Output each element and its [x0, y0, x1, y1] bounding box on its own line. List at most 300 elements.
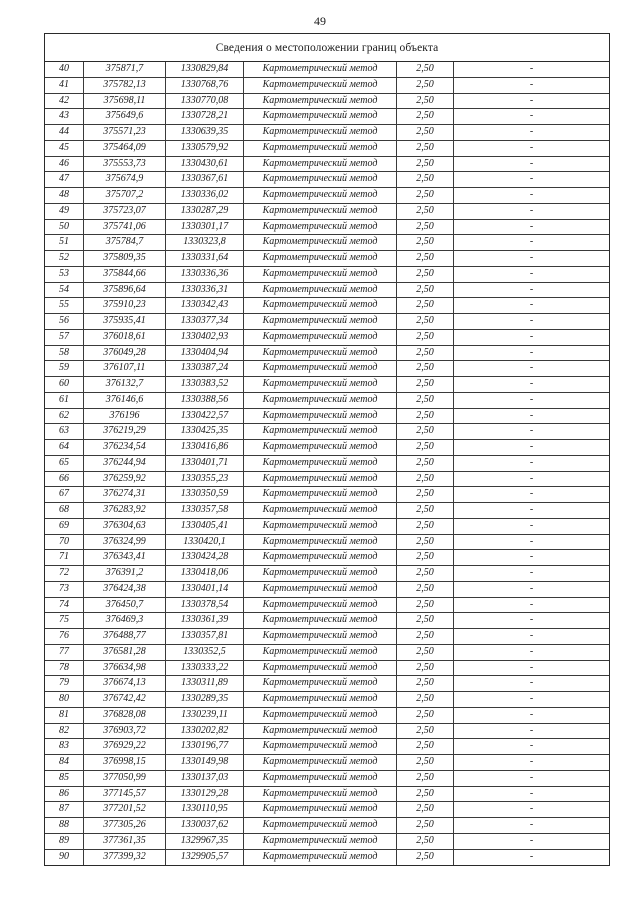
note-cell: -	[529, 472, 534, 484]
accuracy-cell: 2,50	[397, 787, 454, 802]
table-row	[45, 566, 609, 582]
point-number-cell: 86	[45, 787, 84, 802]
point-number-cell: 45	[45, 141, 84, 156]
x-coordinate-cell: 375674,9	[84, 172, 166, 187]
table-row	[45, 393, 609, 409]
table-row	[45, 724, 609, 740]
y-coordinate-cell: 1330196,77	[166, 739, 244, 754]
method-cell: Картометрический метод	[244, 204, 397, 219]
point-number-cell: 82	[45, 724, 84, 739]
method-cell: Картометрический метод	[244, 566, 397, 581]
note-cell: -	[529, 519, 534, 531]
method-cell: Картометрический метод	[244, 598, 397, 613]
note-cell: -	[529, 456, 534, 468]
table-row	[45, 361, 609, 377]
x-coordinate-cell: 376998,15	[84, 755, 166, 770]
note-cell: -	[529, 803, 534, 815]
note-cell: -	[529, 315, 534, 326]
accuracy-cell: 2,50	[397, 235, 454, 250]
table-row	[45, 62, 609, 78]
table-row	[45, 472, 609, 488]
x-coordinate-cell: 375553,73	[84, 157, 166, 172]
x-coordinate-cell: 375784,7	[84, 235, 166, 250]
y-coordinate-cell: 1330388,56	[166, 393, 244, 408]
accuracy-cell: 2,50	[397, 424, 454, 439]
method-cell: Картометрический метод	[244, 393, 397, 408]
accuracy-cell: 2,50	[397, 409, 454, 424]
note-cell: -	[529, 236, 534, 248]
y-coordinate-cell: 1330416,86	[166, 440, 244, 455]
method-cell: Картометрический метод	[244, 251, 397, 266]
x-coordinate-cell: 377305,26	[84, 818, 166, 833]
y-coordinate-cell: 1330342,43	[166, 298, 244, 313]
y-coordinate-cell: 1330037,62	[166, 818, 244, 833]
point-number-cell: 79	[45, 676, 84, 691]
note-cell: -	[529, 378, 534, 389]
note-cell: -	[529, 425, 534, 437]
accuracy-cell: 2,50	[397, 613, 454, 628]
note-cell: -	[529, 567, 534, 578]
y-coordinate-cell: 1329967,35	[166, 834, 244, 849]
point-number-cell: 83	[45, 739, 84, 754]
note-cell: -	[529, 630, 534, 641]
table-row	[45, 787, 609, 803]
x-coordinate-cell: 375698,11	[84, 94, 166, 109]
accuracy-cell: 2,50	[397, 629, 454, 644]
accuracy-cell: 2,50	[397, 503, 454, 518]
x-coordinate-cell: 375910,23	[84, 298, 166, 313]
y-coordinate-cell: 1330728,21	[166, 109, 244, 124]
x-coordinate-cell: 376488,77	[84, 629, 166, 644]
x-coordinate-cell: 376424,38	[84, 582, 166, 597]
y-coordinate-cell: 1330239,11	[166, 708, 244, 723]
point-number-cell: 78	[45, 661, 84, 676]
point-number-cell: 73	[45, 582, 84, 597]
x-coordinate-cell: 376634,98	[84, 661, 166, 676]
note-cell: -	[529, 63, 534, 74]
table-row	[45, 109, 609, 125]
note-cell: -	[529, 204, 534, 216]
note-cell: -	[529, 252, 534, 263]
point-number-cell: 60	[45, 377, 84, 392]
point-number-cell: 62	[45, 409, 84, 424]
method-cell: Картометрический метод	[244, 692, 397, 707]
accuracy-cell: 2,50	[397, 818, 454, 833]
point-number-cell: 68	[45, 503, 84, 518]
accuracy-cell: 2,50	[397, 204, 454, 219]
accuracy-cell: 2,50	[397, 251, 454, 266]
y-coordinate-cell: 1330829,84	[166, 62, 244, 77]
point-number-cell: 66	[45, 472, 84, 487]
method-cell: Картометрический метод	[244, 94, 397, 109]
note-cell: -	[529, 299, 534, 311]
table-row	[45, 346, 609, 362]
y-coordinate-cell: 1330355,23	[166, 472, 244, 487]
accuracy-cell: 2,50	[397, 566, 454, 581]
accuracy-cell: 2,50	[397, 582, 454, 597]
accuracy-cell: 2,50	[397, 802, 454, 817]
table-row	[45, 204, 609, 220]
accuracy-cell: 2,50	[397, 361, 454, 376]
point-number-cell: 56	[45, 314, 84, 329]
table-row	[45, 220, 609, 236]
x-coordinate-cell: 376929,22	[84, 739, 166, 754]
note-cell: -	[529, 409, 534, 421]
accuracy-cell: 2,50	[397, 472, 454, 487]
x-coordinate-cell: 376132,7	[84, 377, 166, 392]
x-coordinate-cell: 377145,57	[84, 787, 166, 802]
x-coordinate-cell: 376018,61	[84, 330, 166, 345]
point-number-cell: 41	[45, 78, 84, 93]
y-coordinate-cell: 1329905,57	[166, 850, 244, 866]
method-cell: Картометрический метод	[244, 314, 397, 329]
method-cell: Картометрический метод	[244, 157, 397, 172]
point-number-cell: 44	[45, 125, 84, 140]
method-cell: Картометрический метод	[244, 235, 397, 250]
note-cell: -	[529, 441, 534, 452]
method-cell: Картометрический метод	[244, 188, 397, 203]
note-cell: -	[529, 267, 534, 279]
note-cell: -	[529, 393, 534, 405]
x-coordinate-cell: 376391,2	[84, 566, 166, 581]
method-cell: Картометрический метод	[244, 850, 397, 866]
point-number-cell: 57	[45, 330, 84, 345]
x-coordinate-cell: 376674,13	[84, 676, 166, 691]
method-cell: Картометрический метод	[244, 613, 397, 628]
table-row	[45, 503, 609, 519]
method-cell: Картометрический метод	[244, 456, 397, 471]
x-coordinate-cell: 376234,54	[84, 440, 166, 455]
accuracy-cell: 2,50	[397, 330, 454, 345]
note-cell: -	[529, 330, 534, 342]
y-coordinate-cell: 1330357,81	[166, 629, 244, 644]
point-number-cell: 58	[45, 346, 84, 361]
note-cell: -	[529, 504, 534, 515]
accuracy-cell: 2,50	[397, 94, 454, 109]
boundary-table	[44, 33, 610, 866]
point-number-cell: 67	[45, 487, 84, 502]
point-number-cell: 47	[45, 172, 84, 187]
y-coordinate-cell: 1330425,35	[166, 424, 244, 439]
table-row	[45, 440, 609, 456]
accuracy-cell: 2,50	[397, 724, 454, 739]
note-cell: -	[529, 582, 534, 594]
method-cell: Картометрический метод	[244, 125, 397, 140]
method-cell: Картометрический метод	[244, 676, 397, 691]
method-cell: Картометрический метод	[244, 472, 397, 487]
y-coordinate-cell: 1330336,31	[166, 283, 244, 298]
method-cell: Картометрический метод	[244, 424, 397, 439]
method-cell: Картометрический метод	[244, 440, 397, 455]
method-cell: Картометрический метод	[244, 172, 397, 187]
accuracy-cell: 2,50	[397, 535, 454, 550]
accuracy-cell: 2,50	[397, 267, 454, 282]
method-cell: Картометрический метод	[244, 661, 397, 676]
point-number-cell: 72	[45, 566, 84, 581]
note-cell: -	[529, 535, 534, 547]
y-coordinate-cell: 1330333,22	[166, 661, 244, 676]
point-number-cell: 74	[45, 598, 84, 613]
y-coordinate-cell: 1330149,98	[166, 755, 244, 770]
point-number-cell: 40	[45, 62, 84, 77]
note-cell: -	[529, 551, 534, 563]
note-cell: -	[529, 488, 534, 500]
note-cell: -	[529, 693, 534, 704]
table-row	[45, 298, 609, 314]
table-row	[45, 692, 609, 708]
point-number-cell: 84	[45, 755, 84, 770]
point-number-cell: 85	[45, 771, 84, 786]
y-coordinate-cell: 1330424,28	[166, 550, 244, 565]
x-coordinate-cell: 376450,7	[84, 598, 166, 613]
table-row	[45, 629, 609, 645]
note-cell: -	[529, 126, 534, 137]
note-cell: -	[529, 157, 534, 169]
table-row	[45, 314, 609, 330]
x-coordinate-cell: 376283,92	[84, 503, 166, 518]
note-cell: -	[529, 834, 534, 846]
method-cell: Картометрический метод	[244, 298, 397, 313]
note-cell: -	[529, 787, 534, 799]
y-coordinate-cell: 1330579,92	[166, 141, 244, 156]
y-coordinate-cell: 1330430,61	[166, 157, 244, 172]
accuracy-cell: 2,50	[397, 141, 454, 156]
method-cell: Картометрический метод	[244, 78, 397, 93]
point-number-cell: 52	[45, 251, 84, 266]
table-row	[45, 834, 609, 850]
method-cell: Картометрический метод	[244, 787, 397, 802]
table-row	[45, 519, 609, 535]
table-row	[45, 235, 609, 251]
note-cell: -	[529, 708, 534, 720]
note-cell: -	[529, 645, 534, 657]
table-row	[45, 188, 609, 204]
y-coordinate-cell: 1330768,76	[166, 78, 244, 93]
point-number-cell: 81	[45, 708, 84, 723]
note-cell: -	[529, 346, 534, 358]
method-cell: Картометрический метод	[244, 220, 397, 235]
point-number-cell: 55	[45, 298, 84, 313]
y-coordinate-cell: 1330420,1	[166, 535, 244, 550]
accuracy-cell: 2,50	[397, 62, 454, 77]
method-cell: Картометрический метод	[244, 629, 397, 644]
method-cell: Картометрический метод	[244, 409, 397, 424]
method-cell: Картометрический метод	[244, 361, 397, 376]
x-coordinate-cell: 375464,09	[84, 141, 166, 156]
table-row	[45, 661, 609, 677]
x-coordinate-cell: 375809,35	[84, 251, 166, 266]
y-coordinate-cell: 1330383,52	[166, 377, 244, 392]
x-coordinate-cell: 376196	[84, 409, 166, 424]
table-row	[45, 251, 609, 267]
method-cell: Картометрический метод	[244, 724, 397, 739]
y-coordinate-cell: 1330350,59	[166, 487, 244, 502]
table-row	[45, 535, 609, 551]
method-cell: Картометрический метод	[244, 708, 397, 723]
table-row	[45, 850, 609, 866]
y-coordinate-cell: 1330401,14	[166, 582, 244, 597]
point-number-cell: 90	[45, 850, 84, 866]
x-coordinate-cell: 377201,52	[84, 802, 166, 817]
note-cell: -	[529, 220, 534, 232]
method-cell: Картометрический метод	[244, 834, 397, 849]
table-row	[45, 613, 609, 629]
accuracy-cell: 2,50	[397, 519, 454, 534]
table-row	[45, 78, 609, 94]
accuracy-cell: 2,50	[397, 157, 454, 172]
y-coordinate-cell: 1330311,89	[166, 676, 244, 691]
y-coordinate-cell: 1330129,28	[166, 787, 244, 802]
table-row	[45, 125, 609, 141]
accuracy-cell: 2,50	[397, 109, 454, 124]
note-cell: -	[529, 724, 534, 736]
table-row	[45, 645, 609, 661]
note-cell: -	[529, 771, 534, 783]
accuracy-cell: 2,50	[397, 377, 454, 392]
note-cell: -	[529, 740, 534, 752]
method-cell: Картометрический метод	[244, 535, 397, 550]
x-coordinate-cell: 376259,92	[84, 472, 166, 487]
note-cell: -	[529, 598, 534, 610]
point-number-cell: 43	[45, 109, 84, 124]
point-number-cell: 77	[45, 645, 84, 660]
table-row	[45, 582, 609, 598]
note-cell: -	[529, 283, 534, 295]
method-cell: Картометрический метод	[244, 377, 397, 392]
x-coordinate-cell: 376343,41	[84, 550, 166, 565]
x-coordinate-cell: 375935,41	[84, 314, 166, 329]
x-coordinate-cell: 377399,32	[84, 850, 166, 866]
accuracy-cell: 2,50	[397, 456, 454, 471]
table-row	[45, 598, 609, 614]
method-cell: Картометрический метод	[244, 330, 397, 345]
method-cell: Картометрический метод	[244, 771, 397, 786]
table-row	[45, 377, 609, 393]
method-cell: Картометрический метод	[244, 487, 397, 502]
method-cell: Картометрический метод	[244, 503, 397, 518]
method-cell: Картометрический метод	[244, 141, 397, 156]
y-coordinate-cell: 1330401,71	[166, 456, 244, 471]
accuracy-cell: 2,50	[397, 550, 454, 565]
x-coordinate-cell: 377361,35	[84, 834, 166, 849]
point-number-cell: 65	[45, 456, 84, 471]
point-number-cell: 48	[45, 188, 84, 203]
y-coordinate-cell: 1330336,36	[166, 267, 244, 282]
method-cell: Картометрический метод	[244, 755, 397, 770]
table-row	[45, 755, 609, 771]
method-cell: Картометрический метод	[244, 645, 397, 660]
accuracy-cell: 2,50	[397, 188, 454, 203]
x-coordinate-cell: 376274,31	[84, 487, 166, 502]
table-row	[45, 157, 609, 173]
point-number-cell: 63	[45, 424, 84, 439]
accuracy-cell: 2,50	[397, 661, 454, 676]
accuracy-cell: 2,50	[397, 220, 454, 235]
table-row	[45, 172, 609, 188]
note-cell: -	[529, 850, 534, 862]
point-number-cell: 50	[45, 220, 84, 235]
accuracy-cell: 2,50	[397, 850, 454, 866]
method-cell: Картометрический метод	[244, 582, 397, 597]
point-number-cell: 46	[45, 157, 84, 172]
accuracy-cell: 2,50	[397, 440, 454, 455]
table-row	[45, 739, 609, 755]
y-coordinate-cell: 1330357,58	[166, 503, 244, 518]
note-cell: -	[529, 141, 534, 153]
y-coordinate-cell: 1330137,03	[166, 771, 244, 786]
x-coordinate-cell: 376581,28	[84, 645, 166, 660]
y-coordinate-cell: 1330770,08	[166, 94, 244, 109]
accuracy-cell: 2,50	[397, 676, 454, 691]
method-cell: Картометрический метод	[244, 267, 397, 282]
table-row	[45, 94, 609, 110]
accuracy-cell: 2,50	[397, 298, 454, 313]
point-number-cell: 51	[45, 235, 84, 250]
note-cell: -	[529, 189, 534, 200]
method-cell: Картометрический метод	[244, 283, 397, 298]
accuracy-cell: 2,50	[397, 125, 454, 140]
note-cell: -	[529, 110, 534, 122]
table-body	[45, 62, 609, 865]
y-coordinate-cell: 1330331,64	[166, 251, 244, 266]
point-number-cell: 69	[45, 519, 84, 534]
note-cell: -	[529, 362, 534, 374]
accuracy-cell: 2,50	[397, 771, 454, 786]
x-coordinate-cell: 376742,42	[84, 692, 166, 707]
table-row	[45, 802, 609, 818]
x-coordinate-cell: 376244,94	[84, 456, 166, 471]
table-row	[45, 550, 609, 566]
point-number-cell: 88	[45, 818, 84, 833]
point-number-cell: 61	[45, 393, 84, 408]
point-number-cell: 53	[45, 267, 84, 282]
point-number-cell: 59	[45, 361, 84, 376]
table-row	[45, 818, 609, 834]
page-number: 49	[314, 14, 326, 28]
method-cell: Картометрический метод	[244, 818, 397, 833]
note-cell: -	[529, 756, 534, 767]
point-number-cell: 89	[45, 834, 84, 849]
table-title: Сведения о местоположении границ объекта	[45, 34, 609, 62]
y-coordinate-cell: 1330361,39	[166, 613, 244, 628]
point-number-cell: 87	[45, 802, 84, 817]
x-coordinate-cell: 376304,63	[84, 519, 166, 534]
y-coordinate-cell: 1330323,8	[166, 235, 244, 250]
y-coordinate-cell: 1330418,06	[166, 566, 244, 581]
note-cell: -	[529, 78, 534, 90]
method-cell: Картометрический метод	[244, 802, 397, 817]
table-row	[45, 456, 609, 472]
x-coordinate-cell: 375844,66	[84, 267, 166, 282]
method-cell: Картометрический метод	[244, 109, 397, 124]
point-number-cell: 80	[45, 692, 84, 707]
accuracy-cell: 2,50	[397, 393, 454, 408]
y-coordinate-cell: 1330287,29	[166, 204, 244, 219]
table-row	[45, 676, 609, 692]
y-coordinate-cell: 1330289,35	[166, 692, 244, 707]
y-coordinate-cell: 1330202,82	[166, 724, 244, 739]
note-cell: -	[529, 819, 534, 830]
accuracy-cell: 2,50	[397, 739, 454, 754]
x-coordinate-cell: 376324,99	[84, 535, 166, 550]
accuracy-cell: 2,50	[397, 598, 454, 613]
table-row	[45, 771, 609, 787]
x-coordinate-cell: 375649,6	[84, 109, 166, 124]
method-cell: Картометрический метод	[244, 346, 397, 361]
y-coordinate-cell: 1330387,24	[166, 361, 244, 376]
accuracy-cell: 2,50	[397, 834, 454, 849]
point-number-cell: 49	[45, 204, 84, 219]
